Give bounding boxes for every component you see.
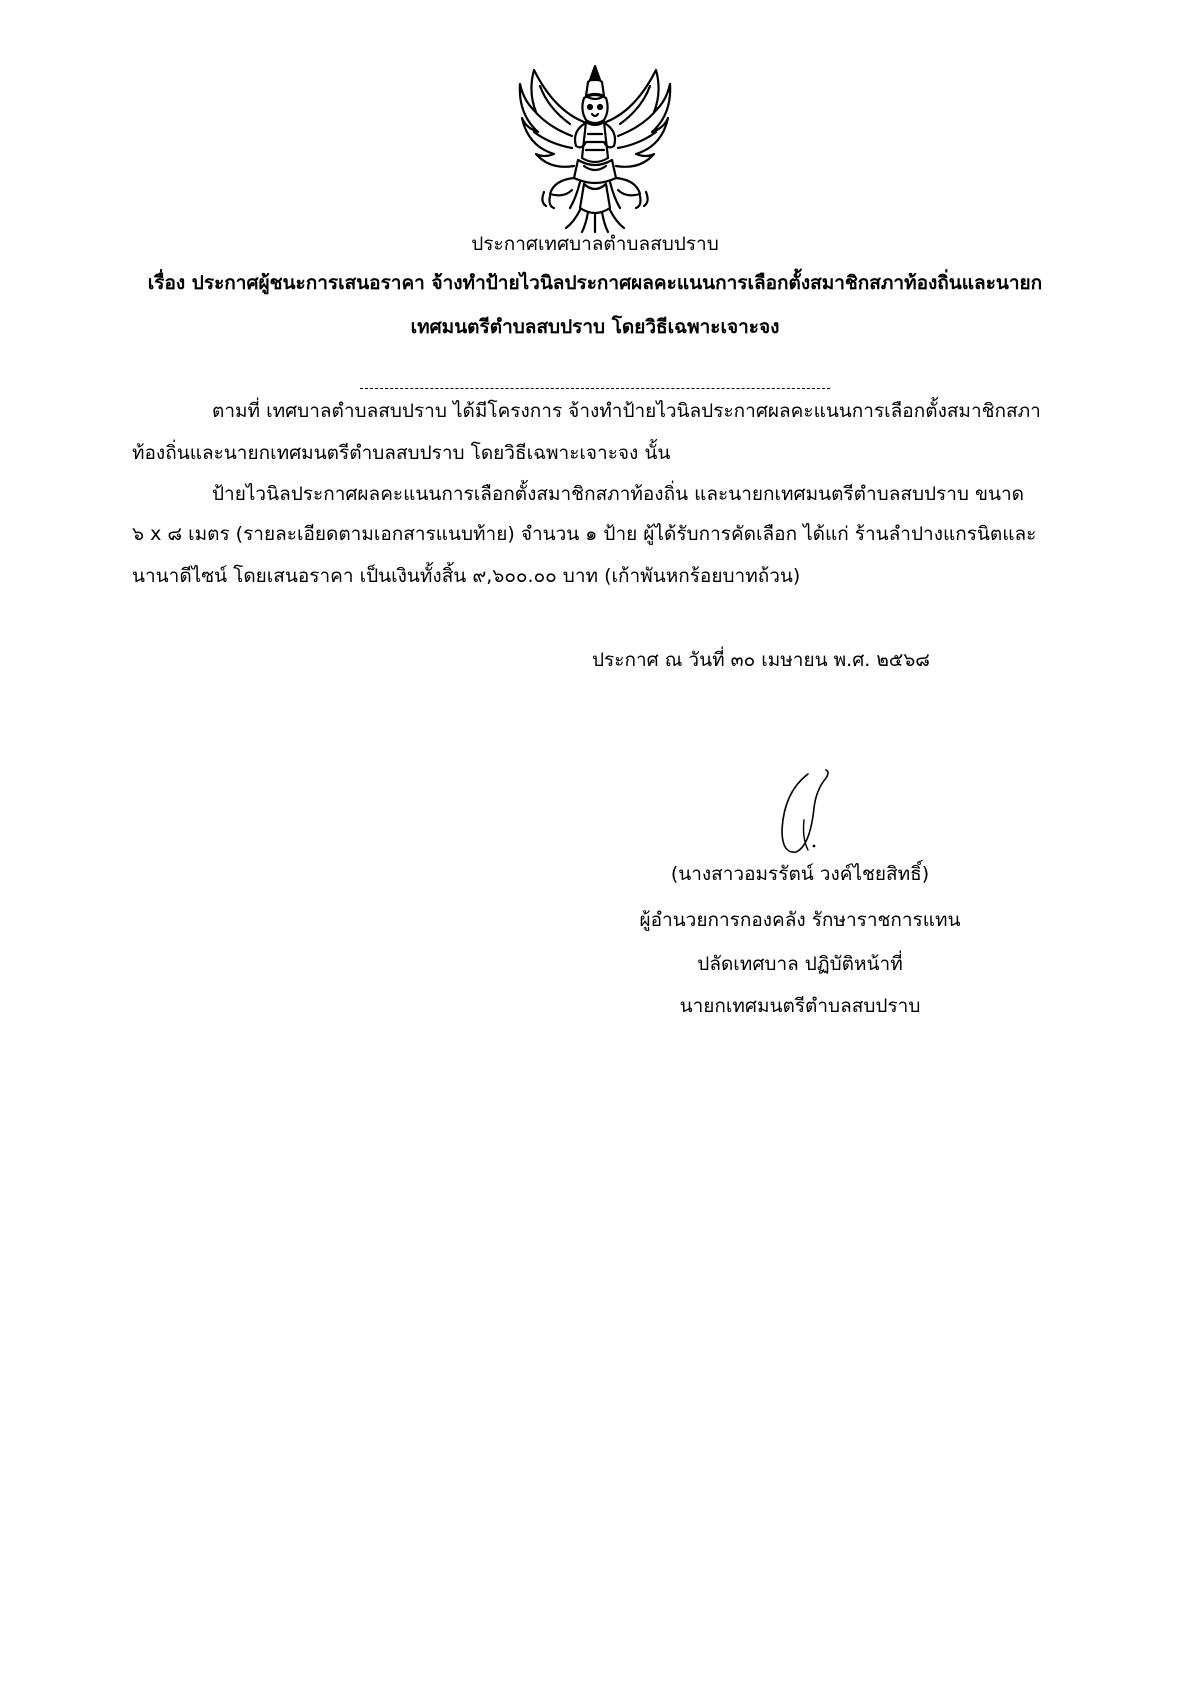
paragraph-1-line-1: ตามที่ เทศบาลตำบลสบปราบ ได้มีโครงการ จ้างทำป้ายไวนิลประกาศผลคะแนนการเลือกตั้งสมาชิกสภา	[212, 400, 1041, 422]
paragraph-2-line-1: ป้ายไวนิลประกาศผลคะแนนการเลือกตั้งสมาชิกสภาท้องถิ่น และนายกเทศมนตรีตำบลสบปราบ ขนาด	[212, 483, 1025, 505]
divider	[360, 388, 830, 389]
paragraph-1-line-2: ท้องถิ่นและนายกเทศมนตรีตำบลสบปราบ โดยวิธีเฉพาะเจาะจง นั้น	[132, 442, 671, 464]
paragraph-2-line-3: นานาดีไซน์ โดยเสนอราคา เป็นเงินทั้งสิ้น ๙,๖๐๐.๐๐ บาท (เก้าพันหกร้อยบาทถ้วน)	[132, 565, 801, 587]
signatory-name: (นางสาวอมรรัตน์ วงค์ไชยสิทธิ์)	[670, 863, 930, 885]
announcement-date: ประกาศ ณ วันที่ ๓๐ เมษายน พ.ศ. ๒๕๖๘	[592, 649, 930, 671]
subject-line-1: เรื่อง ประกาศผู้ชนะการเสนอราคา จ้างทำป้ายไวนิลประกาศผลคะแนนการเลือกตั้งสมาชิกสภาท้องถิ่นและนายก	[147, 272, 1043, 294]
paragraph-2-line-2: ๖ x ๘ เมตร (รายละเอียดตามเอกสารแนบท้าย) จำนวน ๑ ป้าย ผู้ได้รับการคัดเลือก ได้แก่ ร้านลำปางแกรนิตและ	[132, 523, 1037, 545]
announcement-title: ประกาศเทศบาลตำบลสบปราบ	[471, 233, 719, 255]
garuda-emblem-icon	[514, 62, 676, 234]
signature	[774, 768, 844, 864]
signatory-position-2: ปลัดเทศบาล ปฏิบัติหน้าที่	[697, 953, 903, 975]
subject-line-2: เทศมนตรีตำบลสบปราบ โดยวิธีเฉพาะเจาะจง	[410, 316, 780, 338]
signatory-position-1: ผู้อำนวยการกองคลัง รักษาราชการแทน	[639, 909, 961, 931]
signatory-position-3: นายกเทศมนตรีตำบลสบปราบ	[679, 995, 921, 1017]
